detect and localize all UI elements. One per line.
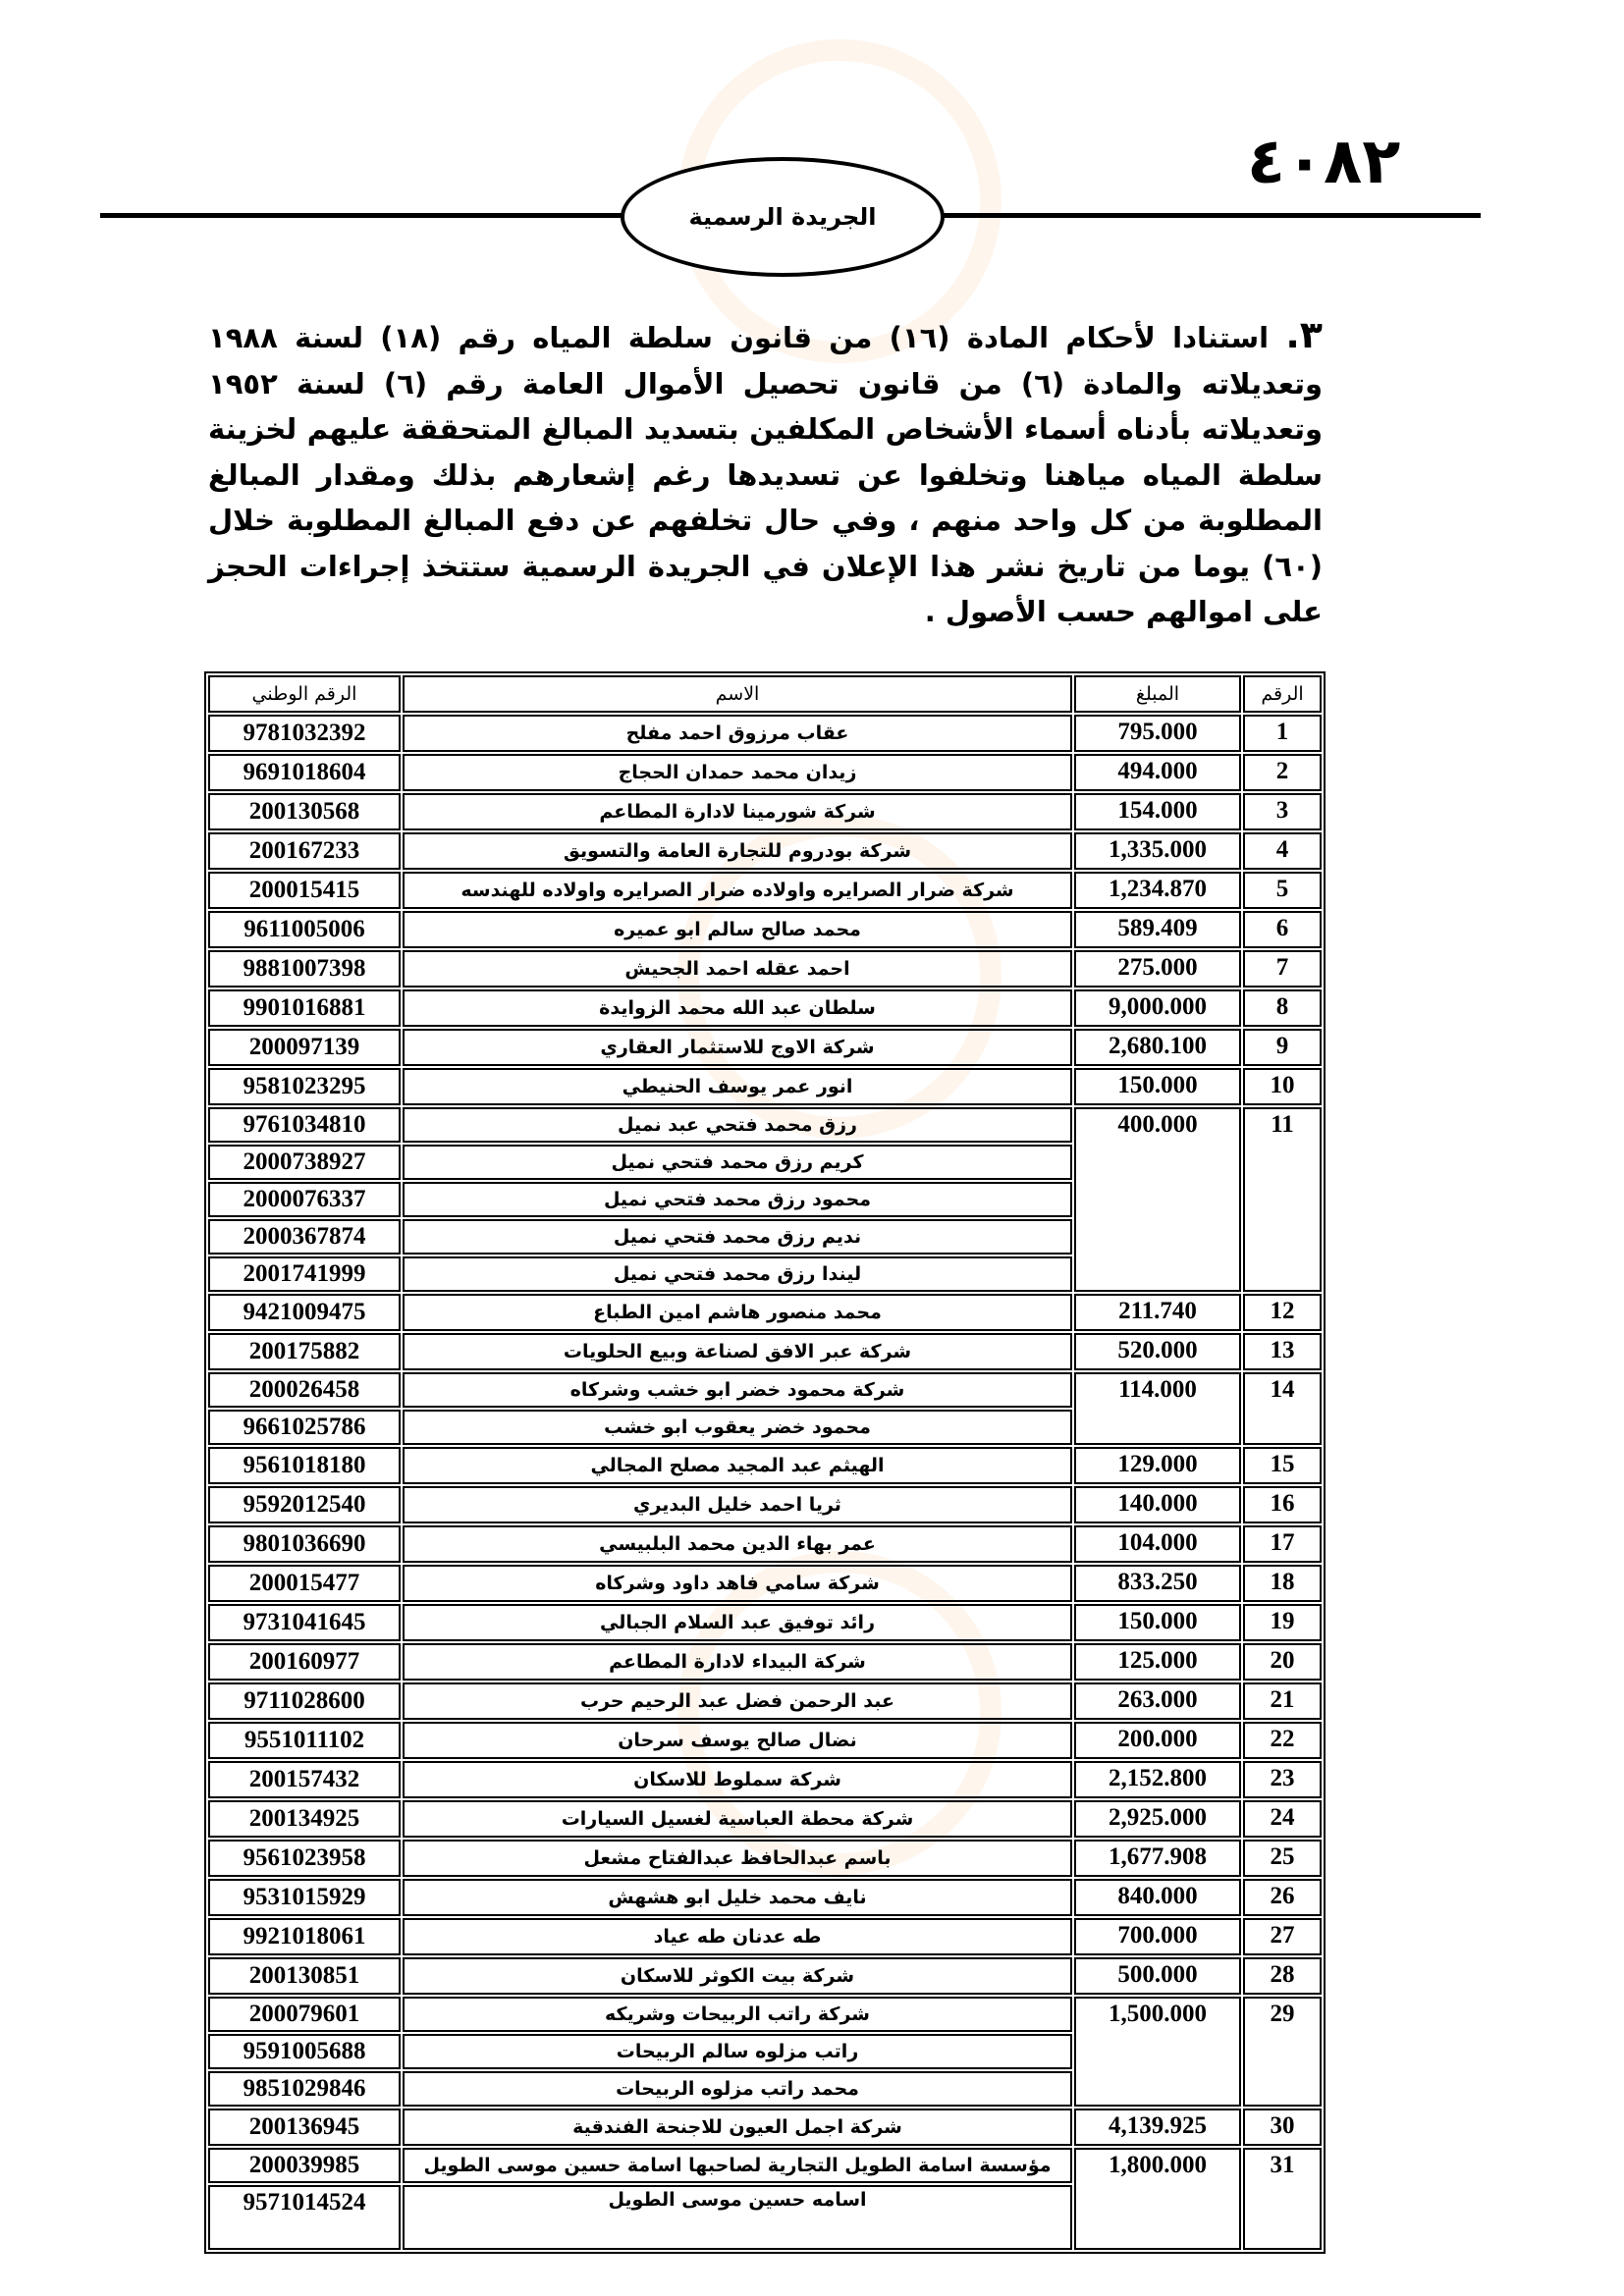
name-cell: محمود خضر يعقوب ابو خشب (403, 1410, 1072, 1445)
row-number: 1 (1243, 715, 1322, 752)
notice-item-number: ٣. (1285, 313, 1323, 356)
table-row (208, 1565, 1322, 1602)
amount-cell: 275.000 (1074, 950, 1241, 988)
row-number: 18 (1243, 1565, 1322, 1602)
name-cell: محمد راتب مزلوه الربيحات (403, 2071, 1072, 2107)
national-id-cell: 9581023295 (208, 1068, 401, 1105)
notice-paragraph (208, 312, 1323, 635)
row-number: 8 (1243, 989, 1322, 1027)
name-cell: زيدان محمد حمدان الحجاج (403, 754, 1072, 791)
table-row (208, 1486, 1322, 1523)
name-cell: كريم رزق محمد فتحي نميل (403, 1145, 1072, 1180)
table-row (208, 989, 1322, 1027)
amount-cell: 140.000 (1074, 1486, 1241, 1523)
name-cell: عقاب مرزوق احمد مفلح (403, 715, 1072, 752)
amount-cell: 150.000 (1074, 1068, 1241, 1105)
table-row (208, 1682, 1322, 1720)
name-cell: راتب مزلوه سالم الربيحات (403, 2034, 1072, 2069)
amount-cell: 2,680.100 (1074, 1029, 1241, 1066)
page-number: ٤٠٨٢ (1247, 126, 1401, 198)
national-id-cell: 200167233 (208, 832, 401, 870)
amount-cell: 1,500.000 (1074, 1997, 1241, 2107)
name-cell: شركة الاوج للاستثمار العقاري (403, 1029, 1072, 1066)
national-id-cell: 9881007398 (208, 950, 401, 988)
amount-cell: 150.000 (1074, 1604, 1241, 1641)
row-number: 16 (1243, 1486, 1322, 1523)
name-cell: اسامه حسين موسى الطويل (403, 2185, 1072, 2250)
name-cell: نضال صالح يوسف سرحان (403, 1722, 1072, 1759)
name-cell: شركة محمود خضر ابو خشب وشركاه (403, 1372, 1072, 1408)
row-number: 30 (1243, 2109, 1322, 2146)
amount-cell: 520.000 (1074, 1333, 1241, 1370)
national-id-cell: 200079601 (208, 1997, 401, 2032)
amount-cell: 1,335.000 (1074, 832, 1241, 870)
national-id-cell: 200015415 (208, 872, 401, 909)
name-cell: نايف محمد خليل ابو هشهش (403, 1879, 1072, 1916)
row-number: 4 (1243, 832, 1322, 870)
header-number: الرقم (1243, 675, 1322, 713)
table-row (208, 1333, 1322, 1370)
amount-cell: 263.000 (1074, 1682, 1241, 1720)
amount-cell: 400.000 (1074, 1107, 1241, 1292)
name-cell: نديم رزق محمد فتحي نميل (403, 1219, 1072, 1255)
row-number: 17 (1243, 1525, 1322, 1563)
national-id-cell: 200039985 (208, 2148, 401, 2183)
national-id-cell: 2000076337 (208, 1182, 401, 1217)
table-row (208, 1997, 1322, 2032)
table-header-row (208, 675, 1322, 713)
table-row (208, 1761, 1322, 1798)
row-number: 21 (1243, 1682, 1322, 1720)
row-number: 10 (1243, 1068, 1322, 1105)
national-id-cell: 200026458 (208, 1372, 401, 1408)
table-body (208, 715, 1322, 2250)
name-cell: عمر بهاء الدين محمد البلبيسي (403, 1525, 1072, 1563)
amount-cell: 833.250 (1074, 1565, 1241, 1602)
national-id-cell: 9551011102 (208, 1722, 401, 1759)
table-row (208, 832, 1322, 870)
national-id-cell: 9561018180 (208, 1447, 401, 1484)
row-number: 20 (1243, 1643, 1322, 1681)
amount-cell: 2,925.000 (1074, 1800, 1241, 1838)
name-cell: شركة اجمل العيون للاجنحة الفندقية (403, 2109, 1072, 2146)
national-id-cell: 200015477 (208, 1565, 401, 1602)
amount-cell: 200.000 (1074, 1722, 1241, 1759)
national-id-cell: 2000367874 (208, 1219, 401, 1255)
table-row (208, 911, 1322, 948)
name-cell: رائد توفيق عبد السلام الجبالي (403, 1604, 1072, 1641)
gazette-title-oval (621, 157, 945, 277)
debtors-table (204, 671, 1326, 2254)
name-cell: رزق محمد فتحي عبد نميل (403, 1107, 1072, 1143)
amount-cell: 125.000 (1074, 1643, 1241, 1681)
name-cell: محمد منصور هاشم امين الطباع (403, 1294, 1072, 1331)
name-cell: الهيثم عبد المجيد مصلح المجالي (403, 1447, 1072, 1484)
name-cell: محمد صالح سالم ابو عميره (403, 911, 1072, 948)
national-id-cell: 200157432 (208, 1761, 401, 1798)
amount-cell: 840.000 (1074, 1879, 1241, 1916)
row-number: 2 (1243, 754, 1322, 791)
row-number: 22 (1243, 1722, 1322, 1759)
row-number: 15 (1243, 1447, 1322, 1484)
table-row (208, 1604, 1322, 1641)
national-id-cell: 200160977 (208, 1643, 401, 1681)
name-cell: عبد الرحمن فضل عبد الرحيم حرب (403, 1682, 1072, 1720)
gazette-title: الجريدة الرسمية (688, 203, 877, 231)
amount-cell: 104.000 (1074, 1525, 1241, 1563)
table-row (208, 1918, 1322, 1955)
national-id-cell: 2001741999 (208, 1256, 401, 1292)
name-cell: احمد عقله احمد الجحيش (403, 950, 1072, 988)
table-row (208, 715, 1322, 752)
national-id-cell: 9421009475 (208, 1294, 401, 1331)
row-number: 11 (1243, 1107, 1322, 1292)
name-cell: محمود رزق محمد فتحي نميل (403, 1182, 1072, 1217)
table-row (208, 1879, 1322, 1916)
amount-cell: 129.000 (1074, 1447, 1241, 1484)
table-row (208, 2148, 1322, 2183)
row-number: 6 (1243, 911, 1322, 948)
table-row (208, 1840, 1322, 1877)
amount-cell: 4,139.925 (1074, 2109, 1241, 2146)
amount-cell: 9,000.000 (1074, 989, 1241, 1027)
row-number: 5 (1243, 872, 1322, 909)
national-id-cell: 9901016881 (208, 989, 401, 1027)
national-id-cell: 9731041645 (208, 1604, 401, 1641)
national-id-cell: 200130851 (208, 1957, 401, 1995)
table-row (208, 1447, 1322, 1484)
national-id-cell: 9691018604 (208, 754, 401, 791)
national-id-cell: 9801036690 (208, 1525, 401, 1563)
name-cell: انور عمر يوسف الحنيطي (403, 1068, 1072, 1105)
national-id-cell: 200136945 (208, 2109, 401, 2146)
amount-cell: 1,800.000 (1074, 2148, 1241, 2250)
national-id-cell: 2000738927 (208, 1145, 401, 1180)
name-cell: شركة سملوط للاسكان (403, 1761, 1072, 1798)
national-id-cell: 9711028600 (208, 1682, 401, 1720)
amount-cell: 700.000 (1074, 1918, 1241, 1955)
name-cell: ثريا احمد خليل البديري (403, 1486, 1072, 1523)
amount-cell: 795.000 (1074, 715, 1241, 752)
table-row (208, 1722, 1322, 1759)
table-row (208, 950, 1322, 988)
national-id-cell: 200134925 (208, 1800, 401, 1838)
name-cell: سلطان عبد الله محمد الزوايدة (403, 989, 1072, 1027)
national-id-cell: 9611005006 (208, 911, 401, 948)
table-row (208, 1068, 1322, 1105)
name-cell: شركة محطة العباسية لغسيل السيارات (403, 1800, 1072, 1838)
national-id-cell: 9761034810 (208, 1107, 401, 1143)
name-cell: باسم عبدالحافظ عبدالفتاح مشعل (403, 1840, 1072, 1877)
name-cell: شركة البيداء لادارة المطاعم (403, 1643, 1072, 1681)
table-row (208, 754, 1322, 791)
name-cell: شركة راتب الربيحات وشريكه (403, 1997, 1072, 2032)
amount-cell: 154.000 (1074, 793, 1241, 830)
national-id-cell: 9561023958 (208, 1840, 401, 1877)
name-cell: طه عدنان طه عياد (403, 1918, 1072, 1955)
row-number: 31 (1243, 2148, 1322, 2250)
table-row (208, 1107, 1322, 1143)
row-number: 24 (1243, 1800, 1322, 1838)
amount-cell: 589.409 (1074, 911, 1241, 948)
national-id-cell: 9851029846 (208, 2071, 401, 2107)
row-number: 14 (1243, 1372, 1322, 1445)
table-row (208, 1372, 1322, 1408)
name-cell: شركة عبر الافق لصناعة وبيع الحلويات (403, 1333, 1072, 1370)
row-number: 28 (1243, 1957, 1322, 1995)
national-id-cell: 200130568 (208, 793, 401, 830)
amount-cell: 500.000 (1074, 1957, 1241, 1995)
row-number: 23 (1243, 1761, 1322, 1798)
table-row (208, 1294, 1322, 1331)
amount-cell: 1,677.908 (1074, 1840, 1241, 1877)
notice-text: استنادا لأحكام المادة (١٦) من قانون سلطة المياه رقم (١٨) لسنة ١٩٨٨ وتعديلاته والمادة (٦) من قانون تحصيل الأموال العامة رقم (٦) لسنة ١٩٥٢ وتعديلاته بأدناه أسماء الأشخاص المكلفين بتسديد المبالغ المتحققة عليهم لخزينة سلطة المياه مياهنا وتخلفوا عن تسديدها رغم إشعارهم بذلك ومقدار المبالغ المطلوبة من كل واحد منهم ، وفي حال تخلفهم عن دفع المبالغ المطلوبة خلال (٦٠) يوما من تاريخ نشر هذا الإعلان في الجريدة الرسمية ستتخذ إجراءات الحجز على اموالهم حسب الأصول . (208, 321, 1323, 628)
name-cell: شركة سامي فاهد داود وشركاه (403, 1565, 1072, 1602)
national-id-cell: 9531015929 (208, 1879, 401, 1916)
table-row (208, 1643, 1322, 1681)
name-cell: ليندا رزق محمد فتحي نميل (403, 1256, 1072, 1292)
header-name: الاسم (403, 675, 1072, 713)
name-cell: شركة بيت الكوثر للاسكان (403, 1957, 1072, 1995)
national-id-cell: 200175882 (208, 1333, 401, 1370)
table-row (208, 1029, 1322, 1066)
amount-cell: 494.000 (1074, 754, 1241, 791)
row-number: 19 (1243, 1604, 1322, 1641)
name-cell: شركة ضرار الصرايره واولاده ضرار الصرايره واولاده للهندسه (403, 872, 1072, 909)
national-id-cell: 9591005688 (208, 2034, 401, 2069)
national-id-cell: 9781032392 (208, 715, 401, 752)
amount-cell: 211.740 (1074, 1294, 1241, 1331)
row-number: 3 (1243, 793, 1322, 830)
amount-cell: 1,234.870 (1074, 872, 1241, 909)
row-number: 12 (1243, 1294, 1322, 1331)
table-row (208, 793, 1322, 830)
amount-cell: 114.000 (1074, 1372, 1241, 1445)
table-row (208, 1800, 1322, 1838)
row-number: 29 (1243, 1997, 1322, 2107)
table-row (208, 1525, 1322, 1563)
name-cell: شركة بودروم للتجارة العامة والتسويق (403, 832, 1072, 870)
table-row (208, 872, 1322, 909)
national-id-cell: 9571014524 (208, 2185, 401, 2250)
row-number: 7 (1243, 950, 1322, 988)
national-id-cell: 200097139 (208, 1029, 401, 1066)
national-id-cell: 9592012540 (208, 1486, 401, 1523)
row-number: 27 (1243, 1918, 1322, 1955)
row-number: 9 (1243, 1029, 1322, 1066)
header-amount: المبلغ (1074, 675, 1241, 713)
national-id-cell: 9661025786 (208, 1410, 401, 1445)
table-row (208, 1957, 1322, 1995)
header-national-id: الرقم الوطني (208, 675, 401, 713)
name-cell: شركة شورمينا لادارة المطاعم (403, 793, 1072, 830)
national-id-cell: 9921018061 (208, 1918, 401, 1955)
row-number: 25 (1243, 1840, 1322, 1877)
row-number: 26 (1243, 1879, 1322, 1916)
row-number: 13 (1243, 1333, 1322, 1370)
table-row (208, 2109, 1322, 2146)
name-cell: مؤسسة اسامة الطويل التجارية لصاحبها اسامة حسين موسى الطويل (403, 2148, 1072, 2183)
amount-cell: 2,152.800 (1074, 1761, 1241, 1798)
